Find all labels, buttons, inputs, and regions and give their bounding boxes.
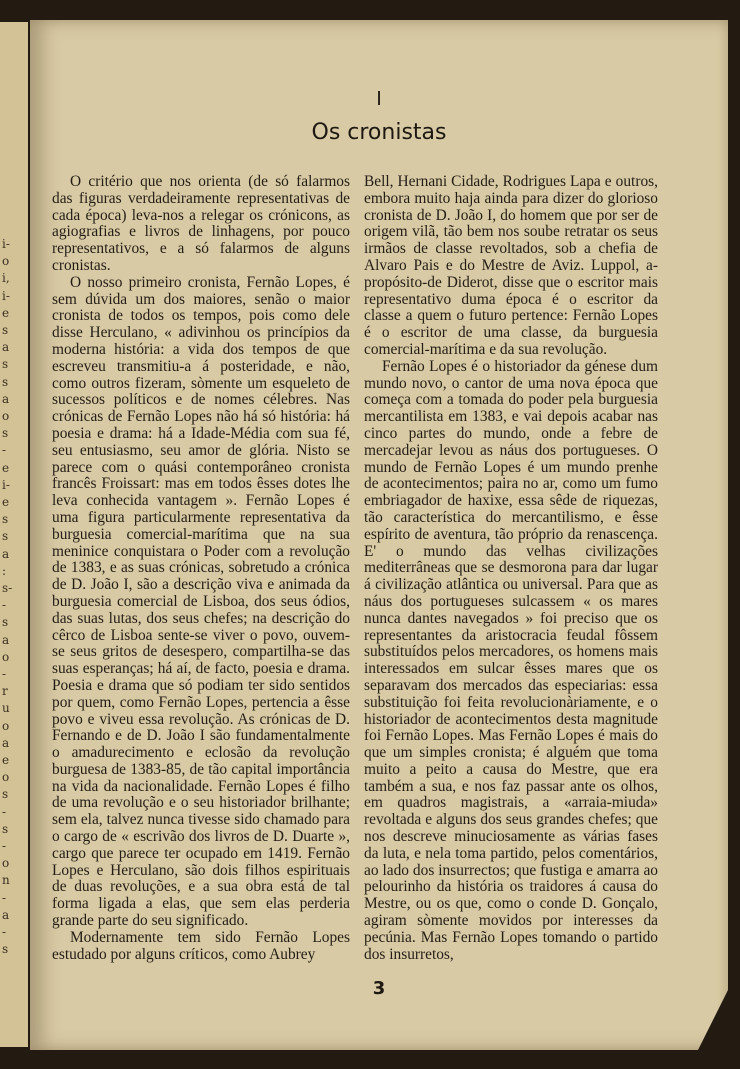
previous-page-fragment: i,	[2, 271, 10, 286]
previous-page-fragment: a	[2, 391, 10, 406]
page-number: 3	[372, 978, 386, 999]
chapter-title: Os cronistas	[311, 120, 447, 145]
previous-page-fragment: s	[2, 615, 9, 630]
previous-page-fragment: o	[2, 254, 10, 269]
previous-page-fragment: e	[2, 460, 10, 475]
right-column	[364, 174, 658, 963]
previous-page-fragment: r	[2, 684, 8, 699]
previous-page-fragment: e	[2, 495, 10, 509]
previous-page-fragment: s	[2, 942, 9, 957]
paragraph: O critério que nos orienta (de só falarmos das figuras verdadeiramente representativas de cada época) leva-nos a relegar os crónicons, as agiografias e livros de linhagens, por pouco representativos, e a só falarmos de alguns cronistas.	[52, 173, 350, 274]
previous-page-fragment: a	[2, 632, 10, 647]
paragraph: Modernamente tem sido Fernão Lopes estudado por alguns críticos, como Aubrey	[52, 928, 350, 963]
previous-page-fragment: s	[2, 512, 9, 527]
paragraph: O nosso primeiro cronista, Fernão Lopes, é sem dúvida um dos maiores, senão o maior cronista de todos os tempos, pois como dele disse Herculano, « adivinhou os princípios da moderna história: a vida dos tempos de que escreveu transmitiu-a á posteridade, e não, como outros fizeram, sòmente um esqueleto de sucessos políticos e de nomes célebres. Nas crónicas de Fernão Lopes não há só história: há poesia e drama: há a Idade-Média com sua fé, seu entusiasmo, seu amor de glória. Nisto se parece com o quási contemporâneo cronista francês Froissart: mas em todos êsses dotes lhe leva conhecida vantagem ». Fernão Lopes é uma figura particularmente representativa da burguesia comercial-marítima que na sua meninice conquistara o Poder com a revolução de 1383, e as suas crónicas, sobretudo a crónica de D. João I, são a descrição viva e animada da burguesia comercial de Lisboa, dos seus ódios, das suas lutas, dos seus chefes; na descrição do cêrco de Lisboa sente-se viver o povo, ouvem-se seus gritos de desespero, compartilha-se das suas esperanças; há aí, de facto, poesia e drama. Poesia e drama que só podiam ter sido sentidos por quem, como Fernão Lopes, pertencia a êsse povo e viveu essa revolução. As crónicas de D. Fernando e de D. João I são fundamentalmente o amadurecimento e eclosão da revolução burguesa de 1383-85, de tão capital importância na vida da nacionalidade. Fernão Lopes é filho de uma revolução e o seu historiador brilhante; sem ela, talvez nunca tivesse sido chamado para o cargo de « escrivão dos livros de D. Duarte », cargo que parece ter ocupado em 1419. Fernão Lopes e Herculano, são dois filhos espirituais de duas revoluções, e a sua obra está de tal forma ligada a elas, que sem elas perderia grande parte do seu significado.	[52, 273, 350, 930]
previous-page-fragment: -	[2, 667, 7, 681]
previous-page-fragment: -	[2, 925, 7, 939]
previous-page-fragment: a	[2, 735, 10, 750]
previous-page-fragment: a	[2, 340, 10, 355]
previous-page-fragment: s	[2, 529, 9, 544]
previous-page-fragment: n	[2, 873, 10, 888]
previous-page-fragment: u	[2, 701, 10, 716]
chapter-number: I	[376, 88, 382, 110]
previous-page-fragment: o	[2, 649, 10, 664]
previous-page-fragment: i-	[2, 288, 10, 303]
paragraph: Fernão Lopes é o historiador da génese dum mundo novo, o cantor de uma nova época que começa com a tomada do poder pela burguesia mercantilista em 1383, e vai depois acabar nas cinco partes do mundo, onde a febre de mercadejar levou as náus dos portugueses. O mundo de Fernão Lopes é um mundo prenhe de acontecimentos; paira no ar, como um fumo embriagador de haxixe, essa sêde de riquezas, tão característica do mercantilismo, e êsse espírito de aventura, tão próprio da renascença. E' o mundo das velhas civilizações mediterrâneas que se desmorona para dar lugar á civilização atlântica ou universal. Para que as náus dos portugueses sulcassem « os mares nunca dantes navegados » foi preciso que os representantes da aristocracia feudal fôssem substituídos pelos mercadores, os homens mais interessados em sulcar êsses mares que os separavam dos mercados das especiarias: essa substituição foi feita revolucionàriamente, e o historiador de acontecimentos desta magnitude foi Fernão Lopes. Mas Fernão Lopes é mais do que um simples cronista; é alguém que toma muito a peito a causa do Mestre, que era também a sua, e nos faz passar ante os olhos, em quadros magistrais, a «arraia-miuda» revoltada e alguns dos seus grandes chefes; que nos descreve minuciosamente as várias fases da luta, e nela toma partido, pelos comentários, ao lado dos insurrectos; que fustiga e amarra ao pelourinho da história os traidores á causa do Mestre, ou os que, como o conde D. Gonçalo, agiram sòmente movidos por interesses da pecúnia. Mas Fernão Lopes tomando o partido dos insurretos,	[364, 357, 658, 963]
previous-page-fragment: s-	[2, 581, 13, 595]
previous-page-fragment: i-	[2, 237, 10, 251]
previous-page-fragment: i-	[2, 477, 10, 492]
book-page	[30, 20, 728, 1050]
previous-page-fragment: -	[2, 839, 7, 853]
previous-page-fragment: e	[2, 305, 10, 320]
previous-page-fragment: s	[2, 821, 9, 836]
previous-page-edge	[0, 22, 28, 1047]
left-column	[52, 174, 350, 963]
previous-page-fragment: -	[2, 890, 7, 905]
previous-page-fragment: :	[2, 563, 7, 578]
previous-page-fragment: o	[2, 718, 10, 733]
previous-page-fragment: s	[2, 374, 9, 389]
previous-page-fragment: -	[2, 598, 7, 613]
previous-page-fragment: o	[2, 770, 10, 785]
previous-page-fragment: s	[2, 426, 9, 441]
previous-page-fragment: s	[2, 323, 9, 337]
previous-page-fragment: a	[2, 907, 10, 922]
paragraph: Bell, Hernani Cidade, Rodrigues Lapa e outros, embora muito haja ainda para dizer do glorioso cronista de D. João I, do homem que por ser de origem vilã, tão bem nos soube retratar os seus irmãos de classe revoltados, sob a chefia de Alvaro Pais e do Mestre de Aviz. Luppol, a-propósito-de Diderot, disse que o escritor mais representativo duma época é o escritor da classe a quem o futuro pertence: Fernão Lopes é o escritor de uma classe, da burguesia comercial-marítima e da sua revolução.	[364, 173, 658, 358]
previous-page-fragment: s	[2, 787, 9, 802]
previous-page-fragment: e	[2, 753, 10, 767]
previous-page-fragment: s	[2, 357, 9, 372]
previous-page-fragment: -	[2, 443, 7, 458]
previous-page-fragment: a	[2, 546, 10, 561]
torn-corner	[698, 990, 728, 1050]
previous-page-fragment: -	[2, 804, 7, 819]
previous-page-fragment: o	[2, 856, 10, 871]
previous-page-fragment: o	[2, 409, 10, 423]
